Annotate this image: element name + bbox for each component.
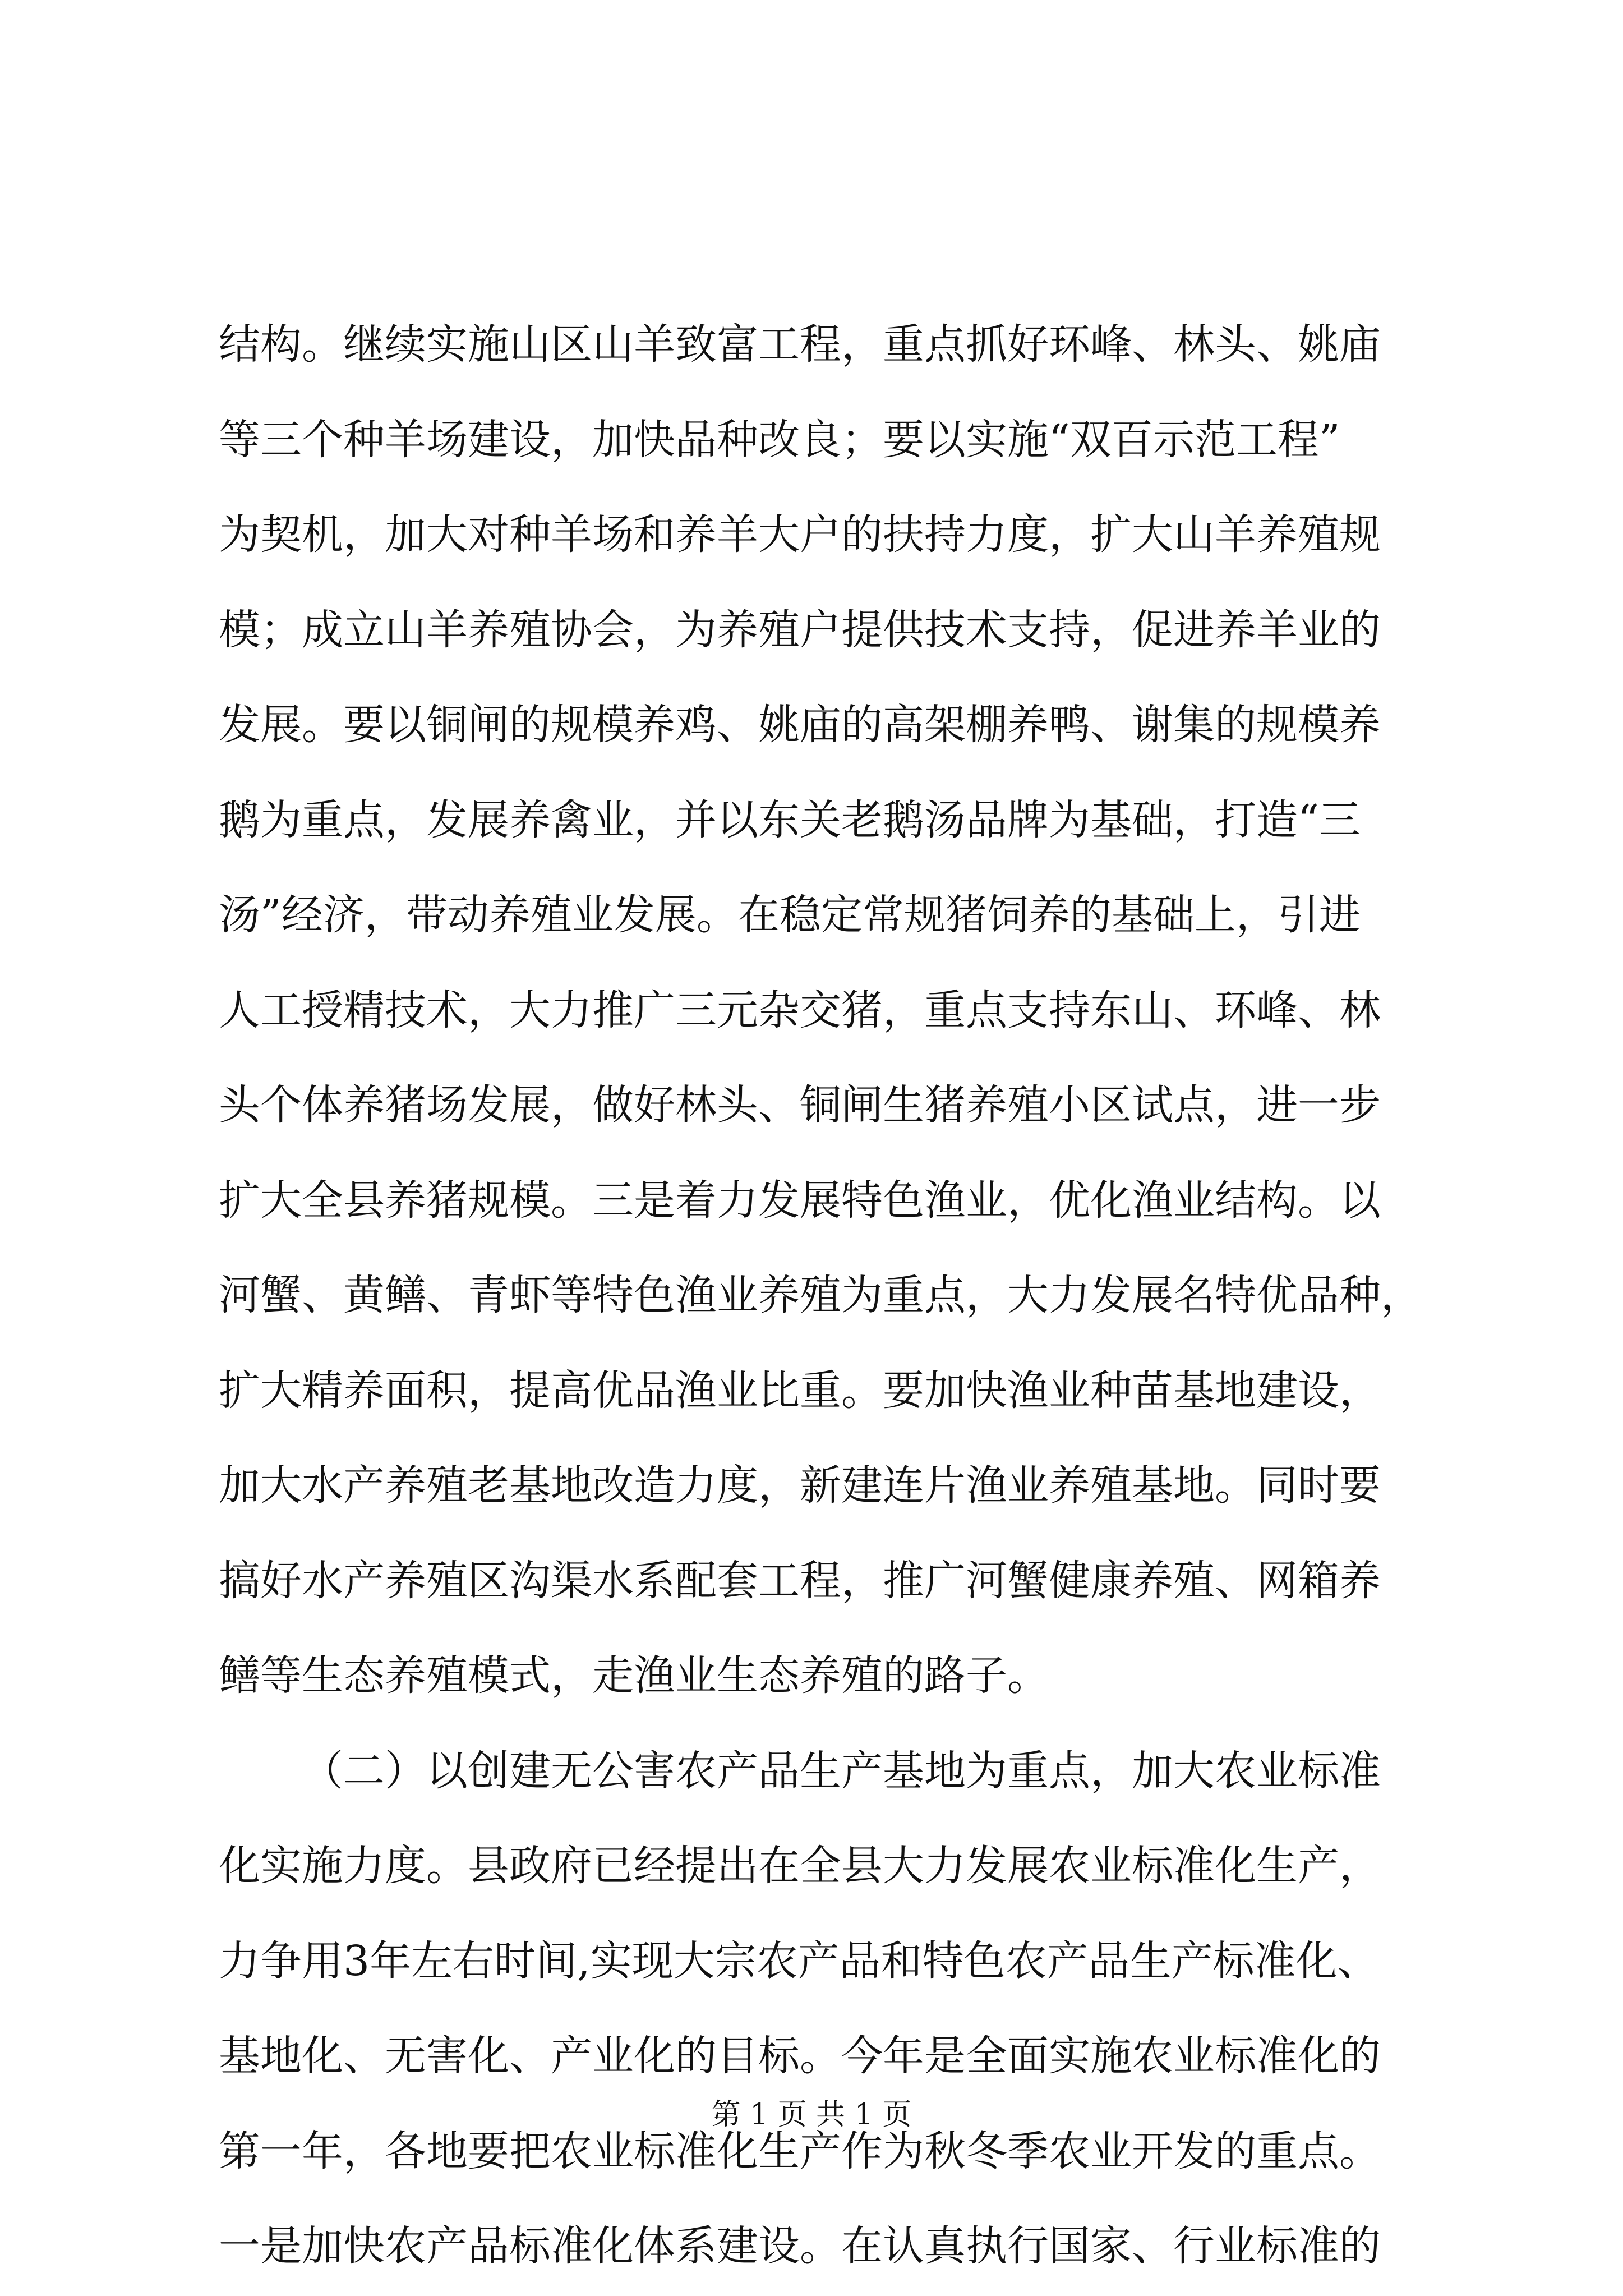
text-line: 等三个种羊场建设，加快品种改良；要以实施“双百示范工程”: [219, 415, 1340, 464]
text-line: 头个体养猪场发展，做好林头、铜闸生猪养殖小区试点，进一步: [219, 1081, 1381, 1129]
page-footer: [0, 2095, 1623, 2134]
text-line: 扩大全县养猪规模。三是着力发展特色渔业，优化渔业结构。以: [219, 1176, 1381, 1225]
text-line: 一是加快农产品标准化体系建设。在认真执行国家、行业标准的: [219, 2222, 1381, 2270]
text-line: 搞好水产养殖区沟渠水系配套工程，推广河蟹健康养殖、网箱养: [219, 1556, 1381, 1605]
body-text: [219, 297, 1424, 2294]
paragraph-start-line: （二）以创建无公害农产品生产基地为重点，加大农业标准: [302, 1746, 1381, 1795]
text-line: 基地化、无害化、产业化的目标。今年是全面实施农业标准化的: [219, 2032, 1381, 2080]
text-line: 结构。继续实施山区山羊致富工程，重点抓好环峰、林头、姚庙: [219, 320, 1381, 369]
text-line: 加大水产养殖老基地改造力度，新建连片渔业养殖基地。同时要: [219, 1461, 1381, 1510]
text-line: 为契机，加大对种羊场和养羊大户的扶持力度，扩大山羊养殖规: [219, 510, 1381, 559]
text-line: 汤”经济，带动养殖业发展。在稳定常规猪饲养的基础上，引进: [219, 891, 1361, 939]
text-line: 人工授精技术，大力推广三元杂交猪，重点支持东山、环峰、林: [219, 986, 1381, 1034]
text-line: 模；成立山羊养殖协会，为养殖户提供技术支持，促进养羊业的: [219, 605, 1381, 654]
text-line: 鳝等生态养殖模式，走渔业生态养殖的路子。: [219, 1651, 1049, 1700]
text-line: 第一年，各地要把农业标准化生产作为秋冬季农业开发的重点。: [219, 2127, 1381, 2175]
text-line: 鹅为重点，发展养禽业，并以东关老鹅汤品牌为基础，打造“三: [219, 795, 1361, 844]
text-line: 扩大精养面积，提高优品渔业比重。要加快渔业种苗基地建设，: [219, 1366, 1381, 1415]
text-line: 发展。要以铜闸的规模养鸡、姚庙的高架棚养鸭、谢集的规模养: [219, 701, 1381, 749]
page-number-label: 第 1 页 共 1 页: [711, 2098, 912, 2132]
text-line: 河蟹、黄鳝、青虾等特色渔业养殖为重点，大力发展名特优品种，: [219, 1271, 1422, 1319]
text-line: 化实施力度。县政府已经提出在全县大力发展农业标准化生产，: [219, 1842, 1381, 1890]
text-line: 力争用3年左右时间,实现大宗农产品和特色农产品生产标准化、: [219, 1936, 1379, 1985]
